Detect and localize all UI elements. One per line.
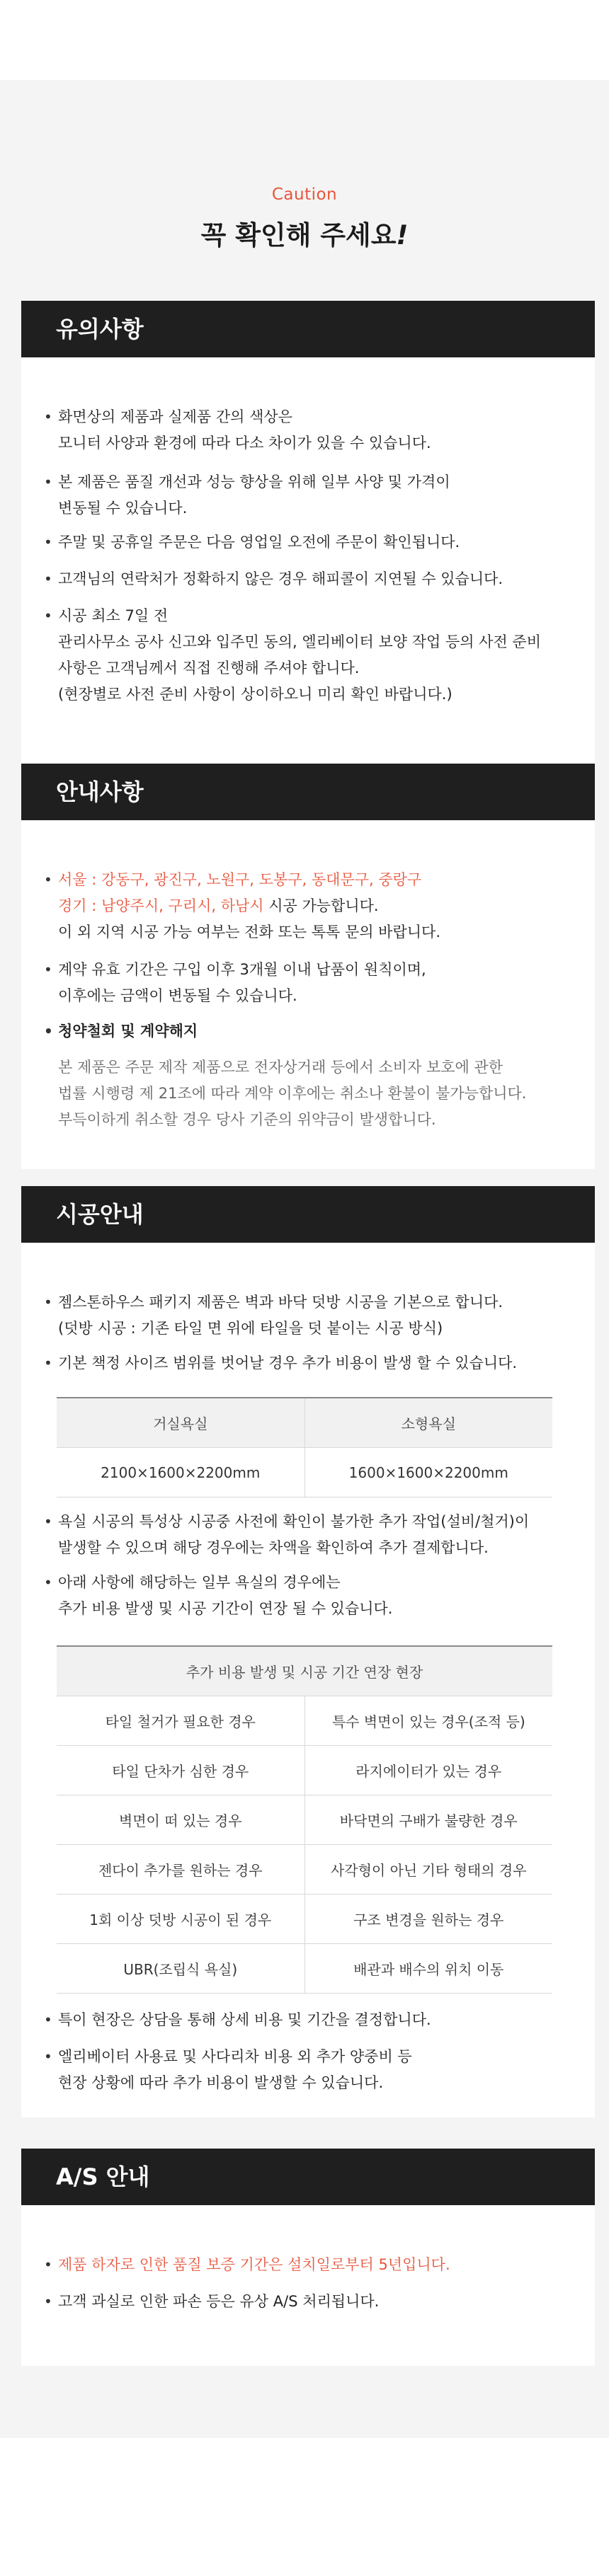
- construction-item: • 기본 책정 사이즈 범위를 벗어날 경우 추가 비용이 발생 할 수 있습니다.: [58, 1350, 561, 1376]
- construction-item: • 욕실 시공의 특성상 시공중 사전에 확인이 불가한 추가 작업(설비/철거)이 발생할 수 있으며 해당 경우에는 차액을 확인하여 추가 결제합니다.: [58, 1509, 561, 1561]
- notice-item: • 본 제품은 품질 개선과 성능 향상을 위해 일부 사양 및 가격이 변동될 수 있습니다.: [58, 469, 561, 522]
- extra-cost-table: [57, 1645, 552, 1994]
- extra-cost-cell: 벽면이 떠 있는 경우: [57, 1795, 304, 1845]
- extra-cost-cell: 타일 단차가 심한 경우: [57, 1746, 304, 1795]
- extra-cost-table-header: 추가 비용 발생 및 시공 기간 연장 현장: [57, 1646, 552, 1696]
- page-title: 꼭 확인해 주세요!: [200, 220, 409, 251]
- construction-item: • 특이 현장은 상담을 통해 상세 비용 및 기간을 결정합니다.: [58, 2007, 561, 2033]
- extra-cost-cell: 라지에이터가 있는 경우: [304, 1746, 552, 1795]
- as-item-paid: • 고객 과실로 인한 파손 등은 유상 A/S 처리됩니다.: [58, 2289, 561, 2315]
- extra-cost-cell: 배관과 배수의 위치 이동: [304, 1944, 552, 1994]
- guide-item-contract: • 계약 유효 기간은 구입 이후 3개월 이내 납품이 원칙이며, 이후에는 금액이 변동될 수 있습니다.: [58, 957, 561, 1009]
- as-card-title: A/S 안내: [21, 2149, 595, 2205]
- guide-card: [21, 764, 595, 1169]
- notice-item: • 화면상의 제품과 실제품 간의 색상은 모니터 사양과 환경에 따라 다소 차이가 있을 수 있습니다.: [58, 404, 561, 456]
- extra-cost-cell: 특수 벽면이 있는 경우(조적 등): [304, 1696, 552, 1746]
- construction-item: • 아래 사항에 해당하는 일부 욕실의 경우에는 추가 비용 발생 및 시공 기간이 연장 될 수 있습니다.: [58, 1570, 561, 1622]
- notice-card-title: 유의사항: [21, 301, 595, 357]
- guide-item-withdrawal: • 청약철회 및 계약해지: [58, 1018, 561, 1045]
- guide-card-title: 안내사항: [21, 764, 595, 820]
- caution-label: Caution: [271, 185, 338, 204]
- extra-cost-cell: 바닥면의 구배가 불량한 경우: [304, 1795, 552, 1845]
- notice-item: • 주말 및 공휴일 주문은 다음 영업일 오전에 주문이 확인됩니다.: [58, 529, 561, 556]
- notice-card: [21, 301, 595, 766]
- withdrawal-description: 본 제품은 주문 제작 제품으로 전자상거래 등에서 소비자 보호에 관한 법률 시행령 제 21조에 따라 계약 이후에는 취소나 환불이 불가능합니다. 부득이하게 취소할 경우 당사 기준의 위약금이 발생합니다.: [58, 1059, 527, 1128]
- construction-item: • 젬스톤하우스 패키지 제품은 벽과 바닥 덧방 시공을 기본으로 합니다. (덧방 시공 : 기존 타일 면 위에 타일을 덧 붙이는 시공 방식): [58, 1289, 561, 1342]
- guide-item-region: • 서울 : 강동구, 광진구, 노원구, 도봉구, 동대문구, 중랑구 경기 : 남양주시, 구리시, 하남시 시공 가능합니다. 이 외 지역 시공 가능 여부는 전화 또는 톡톡 문의 바랍니다.: [58, 867, 561, 945]
- extra-cost-cell: 타일 철거가 필요한 경우: [57, 1696, 304, 1746]
- construction-card-title: 시공안내: [21, 1186, 595, 1243]
- construction-item: • 엘리베이터 사용료 및 사다리차 비용 외 추가 양중비 등 현장 상황에 따라 추가 비용이 발생할 수 있습니다.: [58, 2044, 561, 2096]
- extra-cost-cell: 1회 이상 덧방 시공이 된 경우: [57, 1894, 304, 1944]
- extra-cost-cell: 구조 변경을 원하는 경우: [304, 1894, 552, 1944]
- as-card: [21, 2149, 595, 2366]
- extra-cost-cell: 젠다이 추가를 원하는 경우: [57, 1845, 304, 1894]
- extra-cost-cell: UBR(조립식 욕실): [57, 1944, 304, 1994]
- size-table: [57, 1397, 552, 1497]
- as-item-warranty: • 제품 하자로 인한 품질 보증 기간은 설치일로부터 5년입니다.: [58, 2252, 561, 2278]
- size-table-header: 거실욕실: [57, 1398, 304, 1448]
- notice-item: • 시공 최소 7일 전 관리사무소 공사 신고와 입주민 동의, 엘리베이터 보양 작업 등의 사전 준비 사항은 고객님께서 직접 진행해 주셔야 합니다. (현장별로 사전 준비 사항이 상이하오니 미리 확인 바랍니다.): [58, 603, 561, 708]
- notice-item: • 고객님의 연락처가 정확하지 않은 경우 해피콜이 지연될 수 있습니다.: [58, 566, 561, 592]
- size-table-cell: 2100×1600×2200mm: [57, 1448, 304, 1497]
- construction-card: [21, 1186, 595, 2117]
- size-table-header: 소형욕실: [304, 1398, 552, 1448]
- size-table-cell: 1600×1600×2200mm: [304, 1448, 552, 1497]
- extra-cost-cell: 사각형이 아닌 기타 형태의 경우: [304, 1845, 552, 1894]
